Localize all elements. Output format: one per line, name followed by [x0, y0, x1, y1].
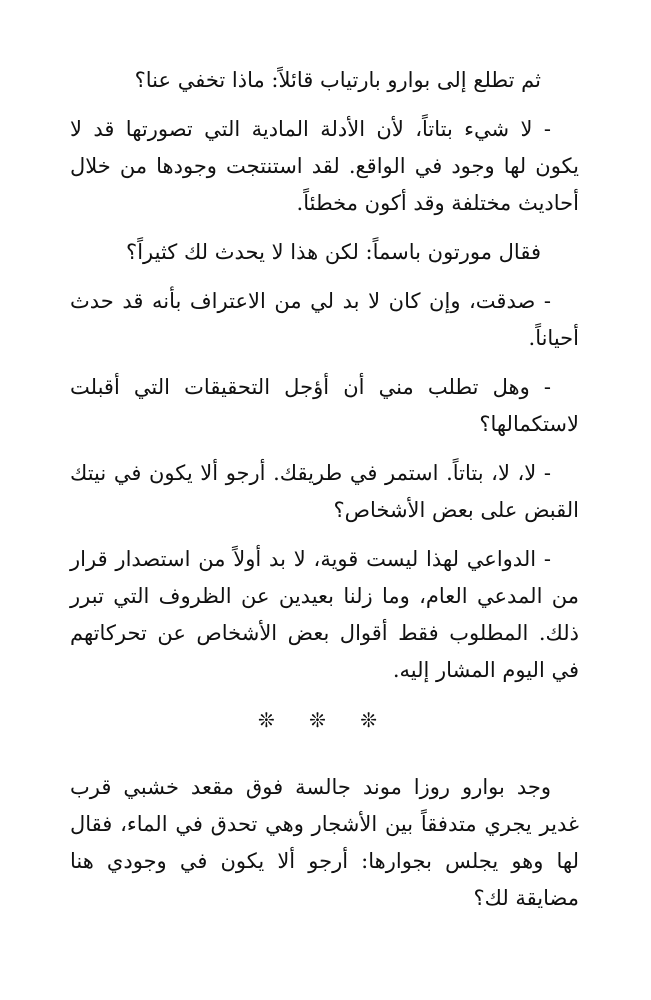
paragraph-poirot-suspicion: ثم تطلع إلى بوارو بارتياب قائلاً: ماذا تخفي عنا؟ [134, 68, 541, 92]
paragraph-rosamund-by-brook: وجد بوارو روزا موند جالسة فوق مقعد خشبي قرب غدير يجري متدفقاً بين الأشجار وهي تحدق في الماء، فقال لها وهو يجلس بجوارها: أرجو ألا يكون في وجودي هنا مضايقة لك؟ [70, 775, 579, 910]
paragraph-continue-your-way: - لا، لا، بتاتاً. استمر في طريقك. أرجو ألا يكون في نيتك القبض على بعض الأشخاص؟ [70, 461, 579, 522]
paragraph-reasons-not-strong: - الدواعي لهذا ليست قوية، لا بد أولاً من استصدار قرار من المدعي العام، وما زلنا بعيدين عن الظروف التي تبرر ذلك. المطلوب فقط أقوال بعض الأشخاص عن تحركاتهم في اليوم المشار إليه. [70, 547, 579, 682]
paragraph-nothing-at-all: - لا شيء بتاتاً، لأن الأدلة المادية التي تصورتها قد لا يكون لها وجود في الواقع. لقد استنتجت وجودها من خلال أحاديث مختلفة وقد أكون مخطئاً. [70, 117, 579, 215]
paragraph-you-are-right: - صدقت، وإن كان لا بد لي من الاعتراف بأنه قد حدث أحياناً. [70, 289, 579, 350]
paragraph-postpone-investigation: - وهل تطلب مني أن أؤجل التحقيقات التي أقبلت لاستكمالها؟ [70, 375, 579, 436]
section-separator: ❊ ❊ ❊ [258, 708, 391, 732]
paragraph-morton-smiling: فقال مورتون باسماً: لكن هذا لا يحدث لك كثيراً؟ [126, 240, 541, 264]
